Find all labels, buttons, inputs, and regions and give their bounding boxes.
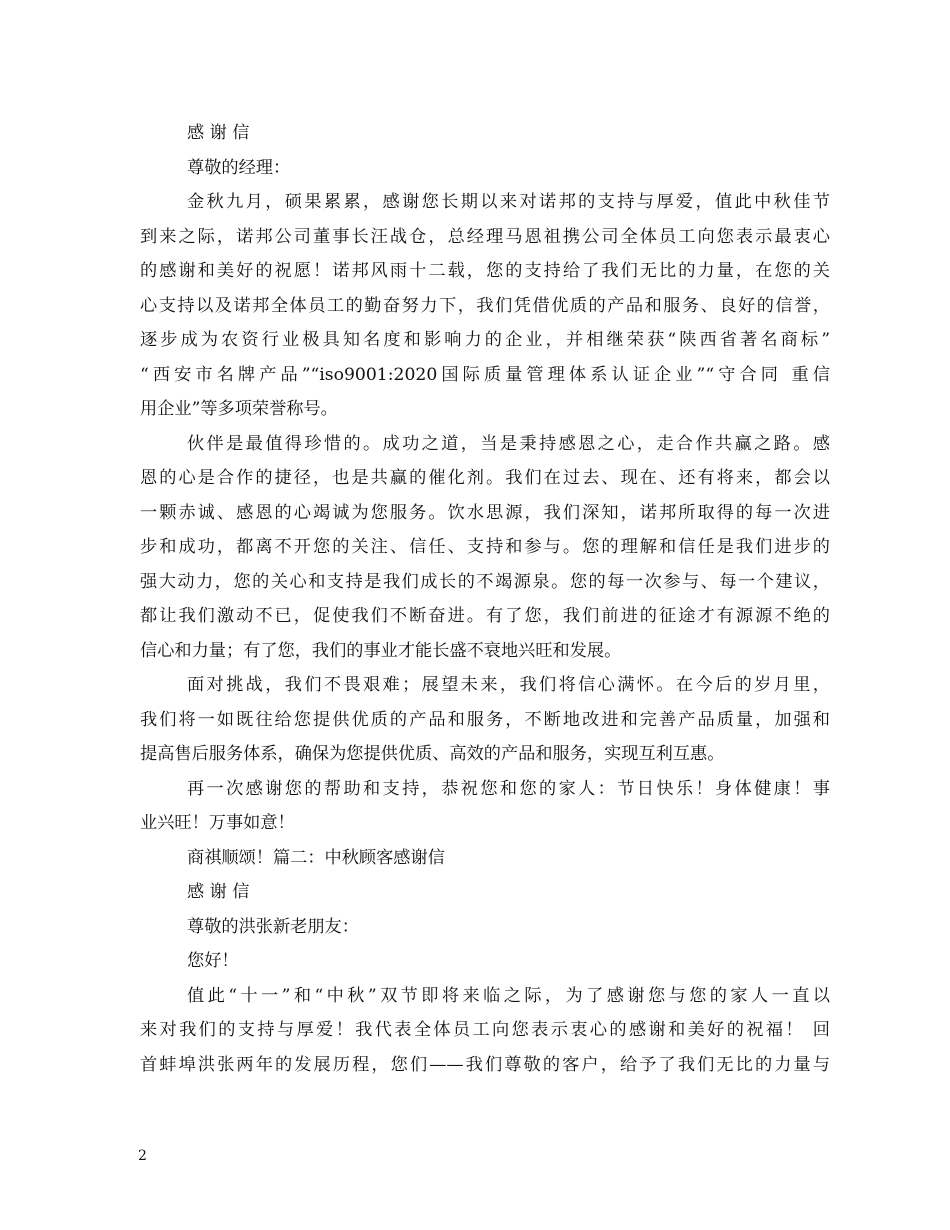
text-line: 强大动力，您的关心和支持是我们成长的不竭源泉。您的每一次参与、每一个建议，: [140, 571, 830, 592]
text-line: 伙伴是最值得珍惜的。成功之道，当是秉持感恩之心，走合作共赢之路。感: [187, 433, 830, 454]
text-line: 到来之际，诺邦公司董事长汪战仓，总经理马恩祖携公司全体员工向您表示最衷心: [140, 226, 830, 247]
text-line: 尊敬的经理：: [187, 157, 291, 178]
text-line: 逐步成为农资行业极具知名度和影响力的企业，并相继荣获“陕西省著名商标”: [140, 330, 830, 350]
letter-body: [140, 116, 830, 1082]
text-line: 的感谢和美好的祝愿！诺邦风雨十二载，您的支持给了我们无比的力量，在您的关: [140, 261, 830, 281]
text-line: 金秋九月，硕果累累，感谢您长期以来对诺邦的支持与厚爱，值此中秋佳节: [187, 192, 830, 212]
text-line: 来对我们的支持与厚爱！我代表全体员工向您表示衷心的感谢和美好的祝福！ 回: [140, 1020, 830, 1040]
page-number: 2: [138, 1148, 147, 1164]
text-line: 首蚌埠洪张两年的发展历程，您们——我们尊敬的客户，给予了我们无比的力量与: [140, 1054, 830, 1075]
text-line: 您好！: [187, 951, 239, 971]
text-line: 值此“十一”和“中秋”双节即将来临之际，为了感谢您与您的家人一直以: [187, 985, 830, 1006]
text-line: 感 谢 信: [187, 123, 250, 143]
text-line: 提高售后服务体系，确保为您提供优质、高效的产品和服务，实现互利互惠。: [140, 744, 725, 764]
text-line: “西安市名牌产品”“iso9001:2020国际质量管理体系认证企业”“守合同 重信: [140, 364, 830, 385]
text-line: 心支持以及诺邦全体员工的勤奋努力下，我们凭借优质的产品和服务、良好的信誉，: [140, 295, 830, 316]
text-line: 信心和力量；有了您，我们的事业才能长盛不衰地兴旺和发展。: [140, 640, 622, 661]
text-line: 尊敬的洪张新老朋友：: [187, 916, 359, 937]
text-line: 用企业”等多项荣誉称号。: [140, 399, 338, 419]
text-line: 都让我们激动不已，促使我们不断奋进。有了您，我们前进的征途才有源源不绝的: [140, 606, 830, 626]
text-line: 业兴旺！万事如意！: [140, 813, 295, 833]
text-line: 步和成功，都离不开您的关注、信任、支持和参与。您的理解和信任是我们进步的: [140, 537, 830, 557]
text-line: 我们将一如既往给您提供优质的产品和服务，不断地改进和完善产品质量，加强和: [140, 709, 830, 730]
text-line: 感 谢 信: [187, 882, 250, 902]
text-line: 再一次感谢您的帮助和支持，恭祝您和您的家人：节日快乐！身体健康！事: [187, 778, 830, 799]
text-line: 面对挑战，我们不畏艰难；展望未来，我们将信心满怀。在今后的岁月里，: [187, 675, 830, 695]
text-line: 恩的心是合作的捷径，也是共赢的催化剂。我们在过去、现在、还有将来，都会以: [140, 468, 830, 488]
text-line: 一颗赤诚、感恩的心竭诚为您服务。饮水思源，我们深知，诺邦所取得的每一次进: [140, 502, 830, 523]
text-line: 商祺顺颂！篇二：中秋顾客感谢信: [187, 847, 445, 868]
